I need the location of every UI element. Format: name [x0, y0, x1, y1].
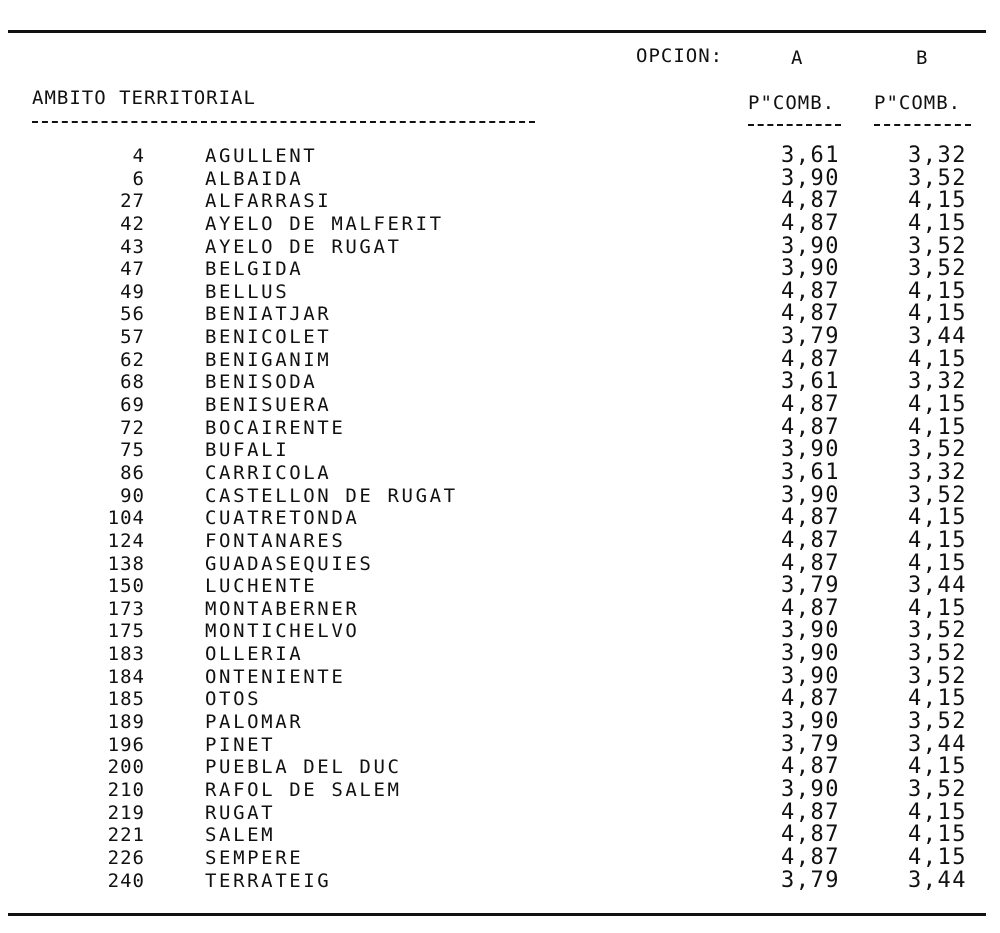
ambito-underline: [32, 121, 535, 123]
col-a-heading: P"COMB.: [748, 92, 836, 114]
table-row: [0, 844, 1000, 870]
table-row: [0, 711, 1000, 734]
row-code: 185: [107, 688, 145, 711]
table-row: [0, 550, 1000, 576]
opcion-label: OPCION:: [636, 45, 724, 67]
row-value-b: 4,15: [908, 301, 967, 327]
row-value-a: 3,90: [781, 776, 840, 802]
table-row: [0, 507, 1000, 530]
row-name: CUATRETONDA: [205, 507, 360, 530]
row-value-b: 3,52: [908, 256, 967, 282]
row-value-b: 4,15: [908, 595, 967, 621]
row-value-a: 3,90: [781, 709, 840, 735]
row-value-a: 4,87: [781, 844, 840, 870]
row-code: 226: [107, 846, 145, 869]
row-value-b: 3,52: [908, 641, 967, 667]
top-rule: [8, 30, 986, 33]
row-value-b: 3,32: [908, 459, 967, 485]
row-name: AGULLENT: [205, 145, 318, 167]
row-name: PUEBLA DEL DUC: [205, 756, 402, 779]
row-code: 6: [132, 167, 145, 190]
row-code: 184: [107, 665, 145, 688]
row-name: CASTELLON DE RUGAT: [205, 484, 458, 507]
row-name: GUADASEQUIES: [205, 552, 374, 575]
row-code: 183: [107, 643, 145, 666]
row-code: 72: [120, 416, 145, 439]
row-code: 221: [107, 824, 145, 847]
row-value-b: 4,15: [908, 822, 967, 848]
table-row: [0, 595, 1000, 621]
row-code: 175: [107, 620, 145, 643]
row-code: 90: [120, 484, 145, 507]
row-value-b: 4,15: [908, 844, 967, 870]
row-code: 27: [120, 190, 145, 213]
row-name: CARRICOLA: [205, 461, 332, 484]
table-row: [0, 190, 1000, 213]
row-name: AYELO DE RUGAT: [205, 235, 402, 258]
row-name: PINET: [205, 733, 276, 756]
option-a-label: A: [791, 47, 804, 69]
row-value-b: 3,52: [908, 663, 967, 689]
col-b-underline: [874, 124, 971, 126]
row-value-a: 4,87: [781, 346, 840, 372]
table-row: [0, 394, 1000, 417]
row-value-b: 3,52: [908, 437, 967, 463]
row-value-b: 3,44: [908, 867, 967, 893]
row-code: 196: [107, 733, 145, 756]
row-name: SEMPERE: [205, 846, 304, 869]
table-row: [0, 799, 1000, 825]
table-row: [0, 145, 1000, 168]
row-name: OLLERIA: [205, 643, 304, 666]
row-value-a: 3,79: [781, 867, 840, 893]
row-name: OTOS: [205, 688, 262, 711]
row-value-a: 3,79: [781, 731, 840, 757]
row-code: 68: [120, 371, 145, 394]
row-name: PALOMAR: [205, 711, 304, 734]
bottom-rule: [8, 913, 986, 916]
row-code: 240: [107, 869, 145, 892]
row-value-a: 3,90: [781, 663, 840, 689]
table-row: [0, 326, 1000, 349]
row-value-b: 3,52: [908, 776, 967, 802]
row-value-a: 4,87: [781, 210, 840, 236]
row-value-b: 4,15: [908, 799, 967, 825]
table-row: [0, 439, 1000, 462]
row-name: SALEM: [205, 824, 276, 847]
row-value-b: 3,52: [908, 709, 967, 735]
table-row: [0, 824, 1000, 847]
row-name: ALBAIDA: [205, 167, 304, 190]
row-value-b: 4,15: [908, 550, 967, 576]
table-row: [0, 688, 1000, 711]
row-value-a: 3,90: [781, 437, 840, 463]
row-value-a: 3,90: [781, 618, 840, 644]
row-value-b: 3,32: [908, 143, 967, 168]
row-name: BENIATJAR: [205, 303, 332, 326]
row-value-a: 4,87: [781, 527, 840, 553]
row-value-b: 4,15: [908, 392, 967, 418]
row-value-b: 3,52: [908, 618, 967, 644]
row-value-b: 4,15: [908, 188, 967, 214]
row-value-b: 4,15: [908, 210, 967, 236]
row-value-b: 4,15: [908, 414, 967, 440]
row-code: 86: [120, 461, 145, 484]
row-value-b: 4,15: [908, 278, 967, 304]
row-code: 43: [120, 235, 145, 258]
row-code: 124: [107, 529, 145, 552]
table-row: [0, 776, 1000, 802]
row-value-a: 4,87: [781, 301, 840, 327]
row-value-a: 4,87: [781, 550, 840, 576]
table-row: [0, 731, 1000, 757]
table-row: [0, 756, 1000, 779]
row-value-a: 3,61: [781, 459, 840, 485]
row-name: BOCAIRENTE: [205, 416, 346, 439]
table-row: [0, 663, 1000, 689]
row-value-a: 4,87: [781, 392, 840, 418]
row-code: 4: [132, 145, 145, 167]
row-value-b: 3,52: [908, 482, 967, 508]
row-value-b: 4,15: [908, 686, 967, 712]
row-name: BENIGANIM: [205, 348, 332, 371]
table-row: [0, 210, 1000, 236]
row-value-a: 4,87: [781, 686, 840, 712]
row-code: 189: [107, 711, 145, 734]
table-row: [0, 867, 1000, 893]
row-value-a: 4,87: [781, 799, 840, 825]
row-value-a: 3,90: [781, 482, 840, 508]
row-code: 219: [107, 801, 145, 824]
table-row: [0, 371, 1000, 394]
row-name: BENICOLET: [205, 326, 332, 349]
row-code: 75: [120, 439, 145, 462]
table-row: [0, 482, 1000, 508]
row-code: 150: [107, 575, 145, 598]
row-value-b: 3,44: [908, 324, 967, 350]
row-name: AYELO DE MALFERIT: [205, 212, 444, 235]
table-row: [0, 278, 1000, 304]
table-row: [0, 575, 1000, 598]
row-name: MONTICHELVO: [205, 620, 360, 643]
row-value-a: 3,90: [781, 233, 840, 259]
row-value-a: 3,79: [781, 324, 840, 350]
row-value-a: 4,87: [781, 188, 840, 214]
row-name: ONTENIENTE: [205, 665, 346, 688]
option-b-label: B: [916, 47, 929, 69]
row-name: TERRATEIG: [205, 869, 332, 892]
row-value-b: 3,52: [908, 233, 967, 259]
row-value-a: 3,90: [781, 165, 840, 191]
row-value-a: 4,87: [781, 505, 840, 531]
col-a-underline: [748, 124, 841, 126]
row-code: 62: [120, 348, 145, 371]
row-name: BENISODA: [205, 371, 318, 394]
row-code: 57: [120, 326, 145, 349]
row-code: 49: [120, 280, 145, 303]
row-code: 173: [107, 597, 145, 620]
row-value-a: 3,90: [781, 641, 840, 667]
row-value-a: 4,87: [781, 595, 840, 621]
row-name: BELLUS: [205, 280, 290, 303]
row-value-b: 4,15: [908, 527, 967, 553]
row-code: 42: [120, 212, 145, 235]
table-row: [0, 346, 1000, 372]
row-name: LUCHENTE: [205, 575, 318, 598]
row-name: BENISUERA: [205, 394, 332, 417]
row-value-b: 4,15: [908, 346, 967, 372]
row-value-a: 3,90: [781, 256, 840, 282]
table-row: [0, 527, 1000, 553]
row-value-b: 3,52: [908, 165, 967, 191]
table-row: [0, 643, 1000, 666]
col-b-heading: P"COMB.: [874, 92, 962, 114]
row-name: BELGIDA: [205, 258, 304, 281]
row-value-a: 4,87: [781, 278, 840, 304]
row-code: 47: [120, 258, 145, 281]
row-name: MONTABERNER: [205, 597, 360, 620]
data-table: [0, 145, 1000, 892]
row-value-a: 4,87: [781, 822, 840, 848]
table-row: [0, 165, 1000, 191]
table-row: [0, 620, 1000, 643]
ambito-territorial-heading: AMBITO TERRITORIAL: [32, 87, 256, 109]
table-row: [0, 414, 1000, 440]
row-value-a: 3,61: [781, 143, 840, 168]
row-value-b: 3,32: [908, 369, 967, 395]
table-row: [0, 233, 1000, 259]
row-name: ALFARRASI: [205, 190, 332, 213]
row-code: 56: [120, 303, 145, 326]
row-name: RAFOL DE SALEM: [205, 778, 402, 801]
row-code: 138: [107, 552, 145, 575]
row-value-b: 4,15: [908, 754, 967, 780]
row-code: 210: [107, 778, 145, 801]
table-row: [0, 303, 1000, 326]
row-value-a: 4,87: [781, 754, 840, 780]
row-value-b: 3,44: [908, 573, 967, 599]
row-code: 200: [107, 756, 145, 779]
row-value-b: 4,15: [908, 505, 967, 531]
row-code: 104: [107, 507, 145, 530]
row-value-a: 4,87: [781, 414, 840, 440]
row-code: 69: [120, 394, 145, 417]
table-row: [0, 258, 1000, 281]
row-name: BUFALI: [205, 439, 290, 462]
row-name: FONTANARES: [205, 529, 346, 552]
row-value-a: 3,79: [781, 573, 840, 599]
table-row: [0, 459, 1000, 485]
row-value-b: 3,44: [908, 731, 967, 757]
row-value-a: 3,61: [781, 369, 840, 395]
row-name: RUGAT: [205, 801, 276, 824]
